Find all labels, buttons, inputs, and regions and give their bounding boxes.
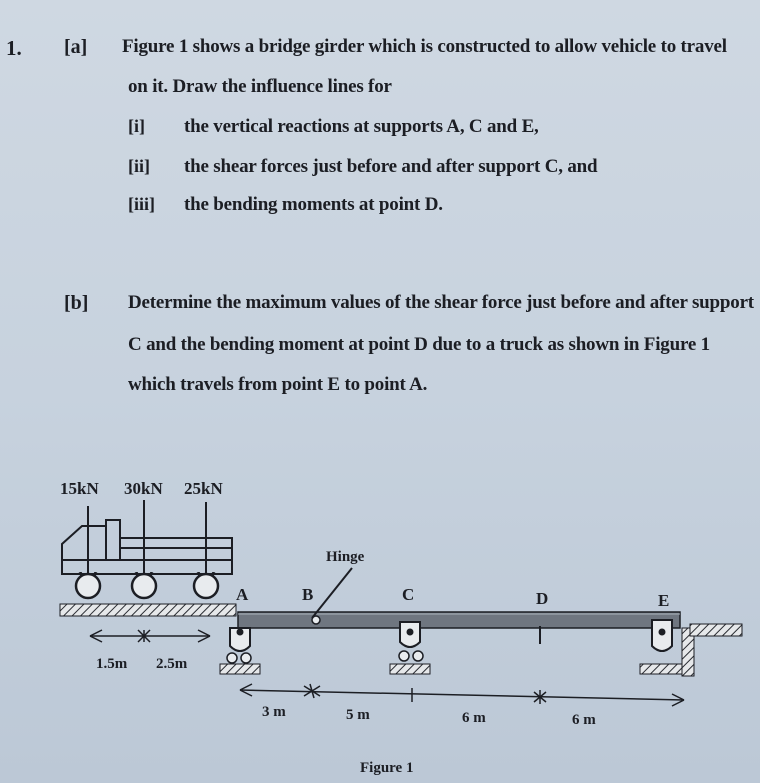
item-i-text: the vertical reactions at supports A, C and E, bbox=[184, 116, 539, 137]
span-dimension-line bbox=[240, 684, 684, 706]
point-d-label: D bbox=[536, 589, 549, 608]
span-5m: 5 m bbox=[346, 707, 370, 723]
item-ii-label: [ii] bbox=[128, 156, 150, 176]
part-b-line-3: which travels from point E to point A. bbox=[128, 374, 428, 395]
bridge-girder-figure bbox=[0, 460, 760, 783]
load-label-30kn: 30kN bbox=[124, 479, 163, 498]
point-a-label: A bbox=[236, 585, 249, 604]
part-b-line-1: Determine the maximum values of the shear force just before and after support bbox=[128, 292, 754, 313]
point-c-label: C bbox=[402, 585, 415, 604]
spacing-1-5m: 1.5m bbox=[96, 656, 128, 672]
span-6m-second: 6 m bbox=[572, 712, 596, 728]
item-ii-text: the shear forces just before and after support C, and bbox=[184, 156, 598, 177]
support-c bbox=[390, 622, 430, 674]
part-a-label: [a] bbox=[64, 36, 88, 58]
load-label-25kn: 25kN bbox=[184, 479, 223, 498]
truck-wheels bbox=[76, 574, 218, 598]
figure-caption: Figure 1 bbox=[360, 760, 414, 776]
item-iii-text: the bending moments at point D. bbox=[184, 194, 443, 215]
part-b-line-2: C and the bending moment at point D due to a truck as shown in Figure 1 bbox=[128, 334, 710, 355]
question-number: 1. bbox=[6, 36, 22, 60]
load-label-15kn: 15kN bbox=[60, 479, 99, 498]
support-a bbox=[220, 628, 260, 674]
left-approach-ground bbox=[60, 604, 236, 616]
truck-spacing-dimension bbox=[90, 630, 210, 642]
span-6m-first: 6 m bbox=[462, 710, 486, 726]
part-a-line-1: Figure 1 shows a bridge girder which is constructed to allow vehicle to travel bbox=[122, 36, 727, 57]
point-b-label: B bbox=[302, 585, 314, 604]
spacing-2-5m: 2.5m bbox=[156, 656, 188, 672]
part-a-line-2: on it. Draw the influence lines for bbox=[128, 76, 392, 97]
part-b-label: [b] bbox=[64, 292, 89, 314]
item-iii-label: [iii] bbox=[128, 194, 155, 214]
span-3m: 3 m bbox=[262, 704, 286, 720]
hinge-pointer bbox=[312, 568, 352, 618]
point-e-label: E bbox=[658, 591, 670, 610]
item-i-label: [i] bbox=[128, 116, 145, 136]
right-abutment bbox=[682, 624, 742, 676]
hinge-label: Hinge bbox=[326, 549, 365, 565]
